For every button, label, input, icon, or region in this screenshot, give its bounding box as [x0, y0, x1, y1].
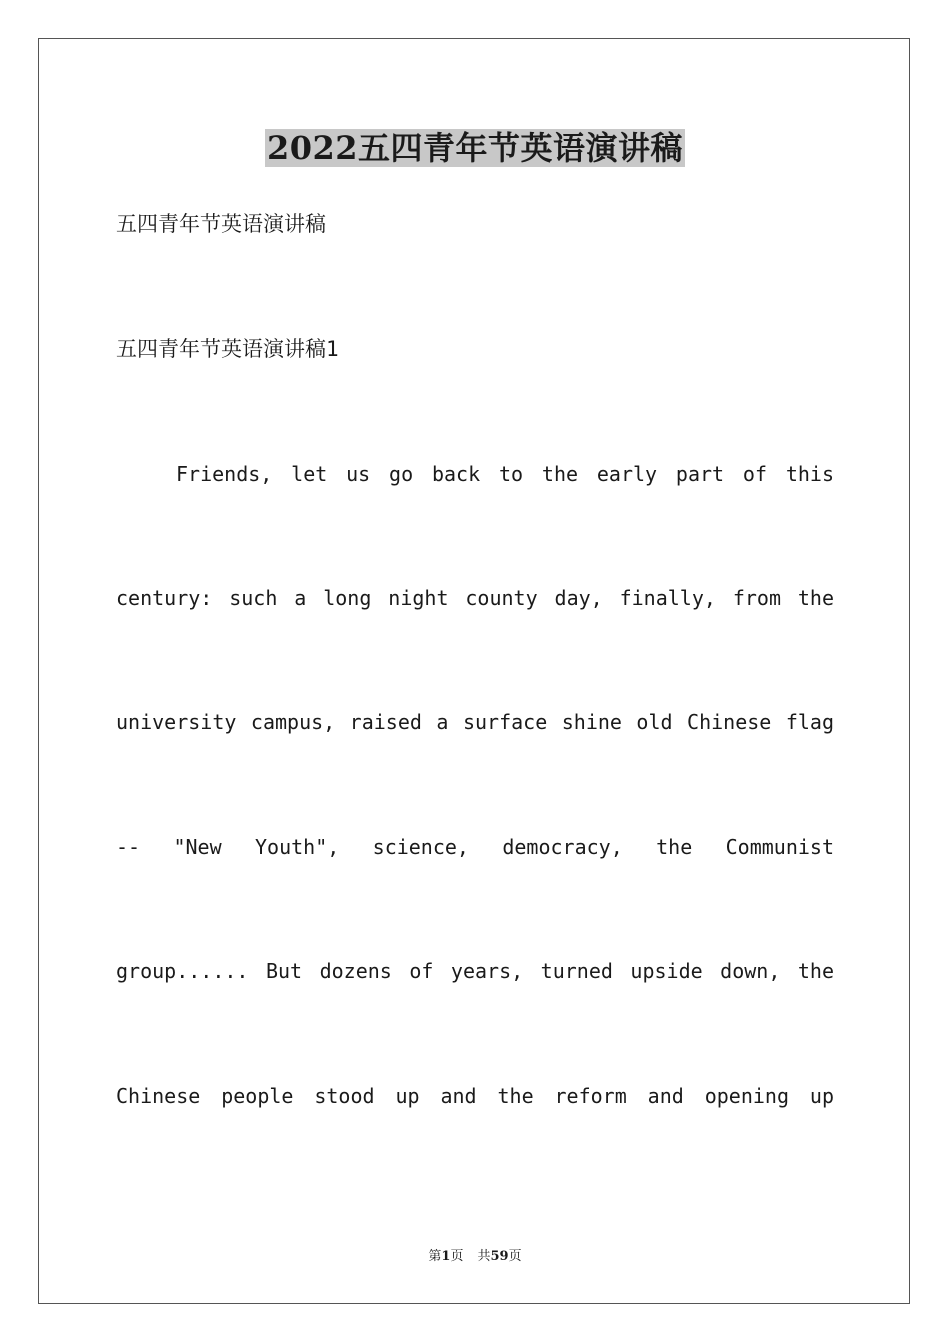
- section-heading: 五四青年节英语演讲稿1: [116, 337, 339, 361]
- body-line: university campus, raised a surface shine old Chinese flag: [116, 710, 834, 734]
- body-line: Chinese people stood up and the reform and opening up: [116, 1084, 834, 1108]
- document-title-text: 2022五四青年节英语演讲稿: [266, 129, 684, 167]
- body-line: -- "New Youth", science, democracy, the Communist: [116, 835, 834, 859]
- footer-total-prefix: 共: [477, 1249, 491, 1264]
- page-footer: [0, 1248, 950, 1266]
- footer-page-suffix: 页: [450, 1249, 464, 1264]
- body-line: group...... But dozens of years, turned upside down, the: [116, 959, 834, 983]
- footer-total-pages: 59: [490, 1249, 509, 1264]
- footer-page-number: 1: [441, 1249, 451, 1264]
- body-line: Friends, let us go back to the early part of this: [176, 462, 834, 486]
- document-subtitle: 五四青年节英语演讲稿: [116, 212, 326, 236]
- footer-total-suffix: 页: [508, 1249, 522, 1264]
- document-title: [0, 126, 950, 170]
- footer-page-prefix: 第: [428, 1249, 442, 1264]
- body-line: century: such a long night county day, finally, from the: [116, 586, 834, 610]
